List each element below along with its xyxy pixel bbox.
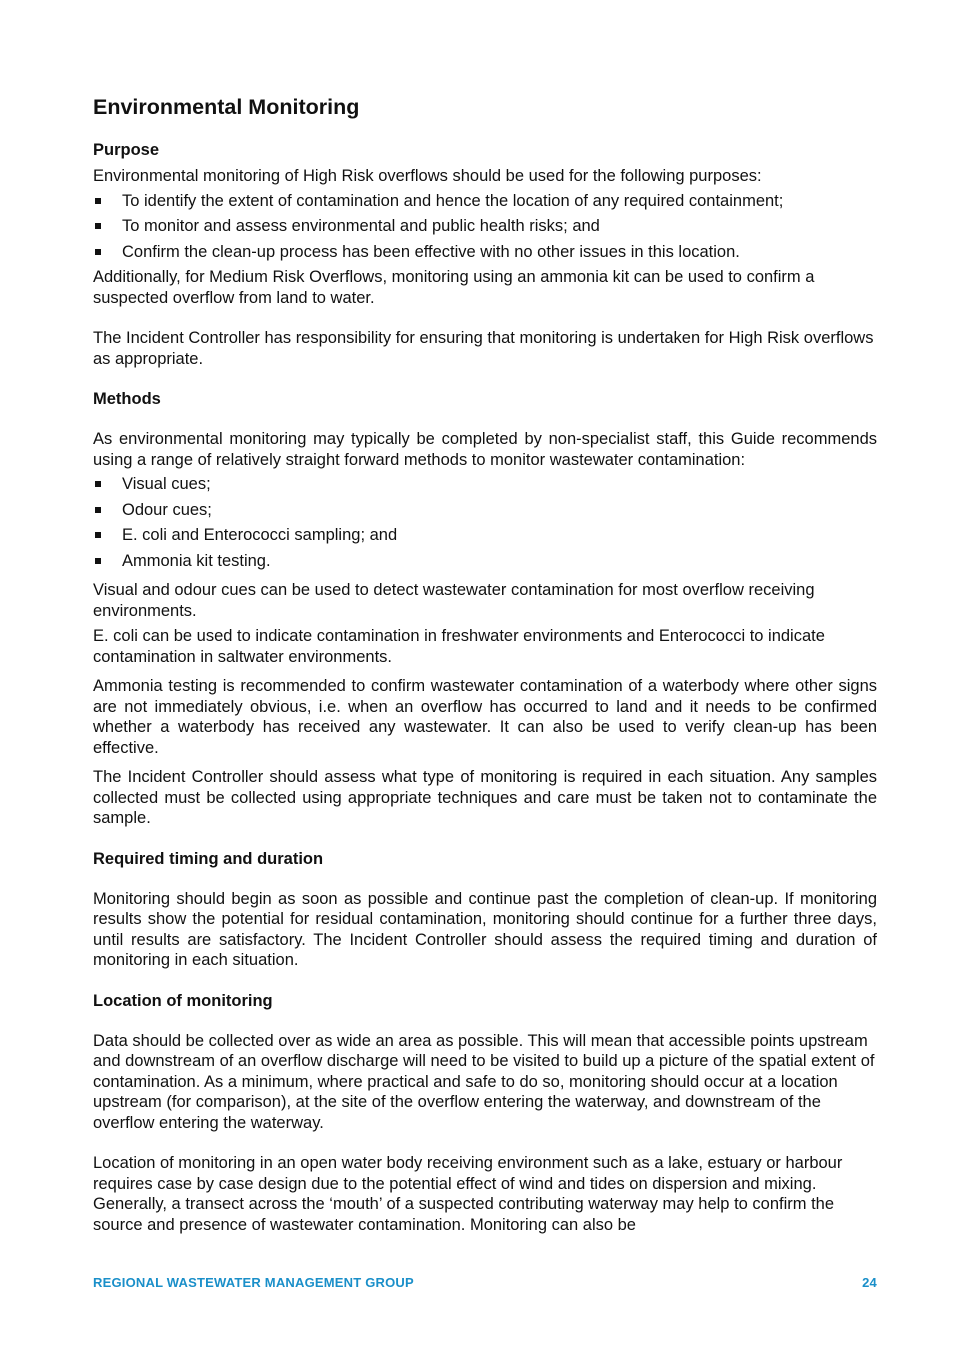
bullet-marker: [95, 558, 101, 564]
methods-bullet-list: [93, 474, 877, 571]
methods-paragraph: Visual and odour cues can be used to detect wastewater contamination for most overflow receiving environments.: [93, 581, 815, 620]
methods-intro: As environmental monitoring may typically be completed by non-specialist staff, this Guide recommends using a range of relatively straight forward methods to monitor wastewater contamination:: [93, 430, 877, 469]
list-item: [93, 216, 877, 237]
location-heading: Location of monitoring: [93, 991, 273, 1010]
bullet-marker: [95, 532, 101, 538]
methods-paragraph: Ammonia testing is recommended to confirm wastewater contamination of a waterbody where other signs are not immediately obvious, i.e. when an overflow has occurred to land and it needs to be confirmed whether a waterbody has received any wastewater. It can also be used to verify clean-up has been effective.: [93, 677, 877, 757]
document-page: [93, 92, 877, 1235]
page-footer: [93, 1275, 877, 1290]
methods-heading: Methods: [93, 390, 161, 408]
list-item: [93, 191, 877, 212]
timing-paragraph: Monitoring should begin as soon as possible and continue past the completion of clean-up. If monitoring results show the potential for residual contamination, monitoring should continue for a further three days, until results are satisfactory. The Incident Controller should assess the required timing and duration of monitoring in each situation.: [93, 889, 877, 969]
list-item: [93, 500, 877, 521]
bullet-marker: [95, 507, 101, 513]
bullet-marker: [95, 249, 101, 255]
list-item: [93, 525, 877, 546]
location-paragraph: Data should be collected over as wide an area as possible. This will mean that accessible points upstream and downstream of an overflow discharge will need to be visited to build up a picture of the spatial extent of contamination. As a minimum, where practical and safe to do so, monitoring should occur at a location upstream (for comparison), at the site of the overflow entering the waterway, and downstream of the overflow entering the waterway.: [93, 1031, 875, 1132]
list-item: [93, 242, 877, 263]
list-item-text: Ammonia kit testing.: [122, 551, 271, 570]
page-title: Environmental Monitoring: [93, 95, 360, 119]
timing-heading: Required timing and duration: [93, 849, 324, 868]
list-item-text: Odour cues;: [122, 500, 212, 519]
list-item-text: E. coli and Enterococci sampling; and: [122, 526, 398, 544]
list-item: [93, 474, 877, 495]
footer-organization: REGIONAL WASTEWATER MANAGEMENT GROUP: [93, 1275, 414, 1290]
list-item-text: Visual cues;: [122, 475, 211, 493]
methods-paragraph: The Incident Controller should assess what type of monitoring is required in each situation. Any samples collected must be collected using appropriate techniques and care must be taken not to contaminate the sample.: [93, 768, 877, 827]
purpose-paragraph: Additionally, for Medium Risk Overflows, monitoring using an ammonia kit can be used to confirm a suspected overflow from land to water.: [93, 268, 815, 307]
list-item-text: To identify the extent of contamination and hence the location of any required containment;: [122, 191, 784, 210]
list-item: [93, 551, 877, 572]
page-number: 24: [862, 1275, 877, 1290]
purpose-heading: Purpose: [93, 141, 160, 159]
bullet-marker: [95, 198, 101, 204]
list-item-text: To monitor and assess environmental and public health risks; and: [122, 217, 600, 235]
purpose-intro: Environmental monitoring of High Risk overflows should be used for the following purposes:: [93, 167, 762, 185]
location-paragraph: Location of monitoring in an open water body receiving environment such as a lake, estuary or harbour requires case by case design due to the potential effect of wind and tides on dispersion and mixing. Generally, a transect across the ‘mouth’ of a suspected contributing waterway may help to confirm the source and presence of wastewater contamination. Monitoring can also be: [93, 1154, 843, 1234]
bullet-marker: [95, 481, 101, 487]
list-item-text: Confirm the clean-up process has been effective with no other issues in this location.: [122, 242, 740, 261]
methods-paragraph: E. coli can be used to indicate contamination in freshwater environments and Enterococci to indicate contamination in saltwater environments.: [93, 627, 825, 666]
bullet-marker: [95, 223, 101, 229]
purpose-paragraph: The Incident Controller has responsibility for ensuring that monitoring is undertaken for High Risk overflows as appropriate.: [93, 329, 874, 368]
purpose-bullet-list: [93, 191, 877, 263]
